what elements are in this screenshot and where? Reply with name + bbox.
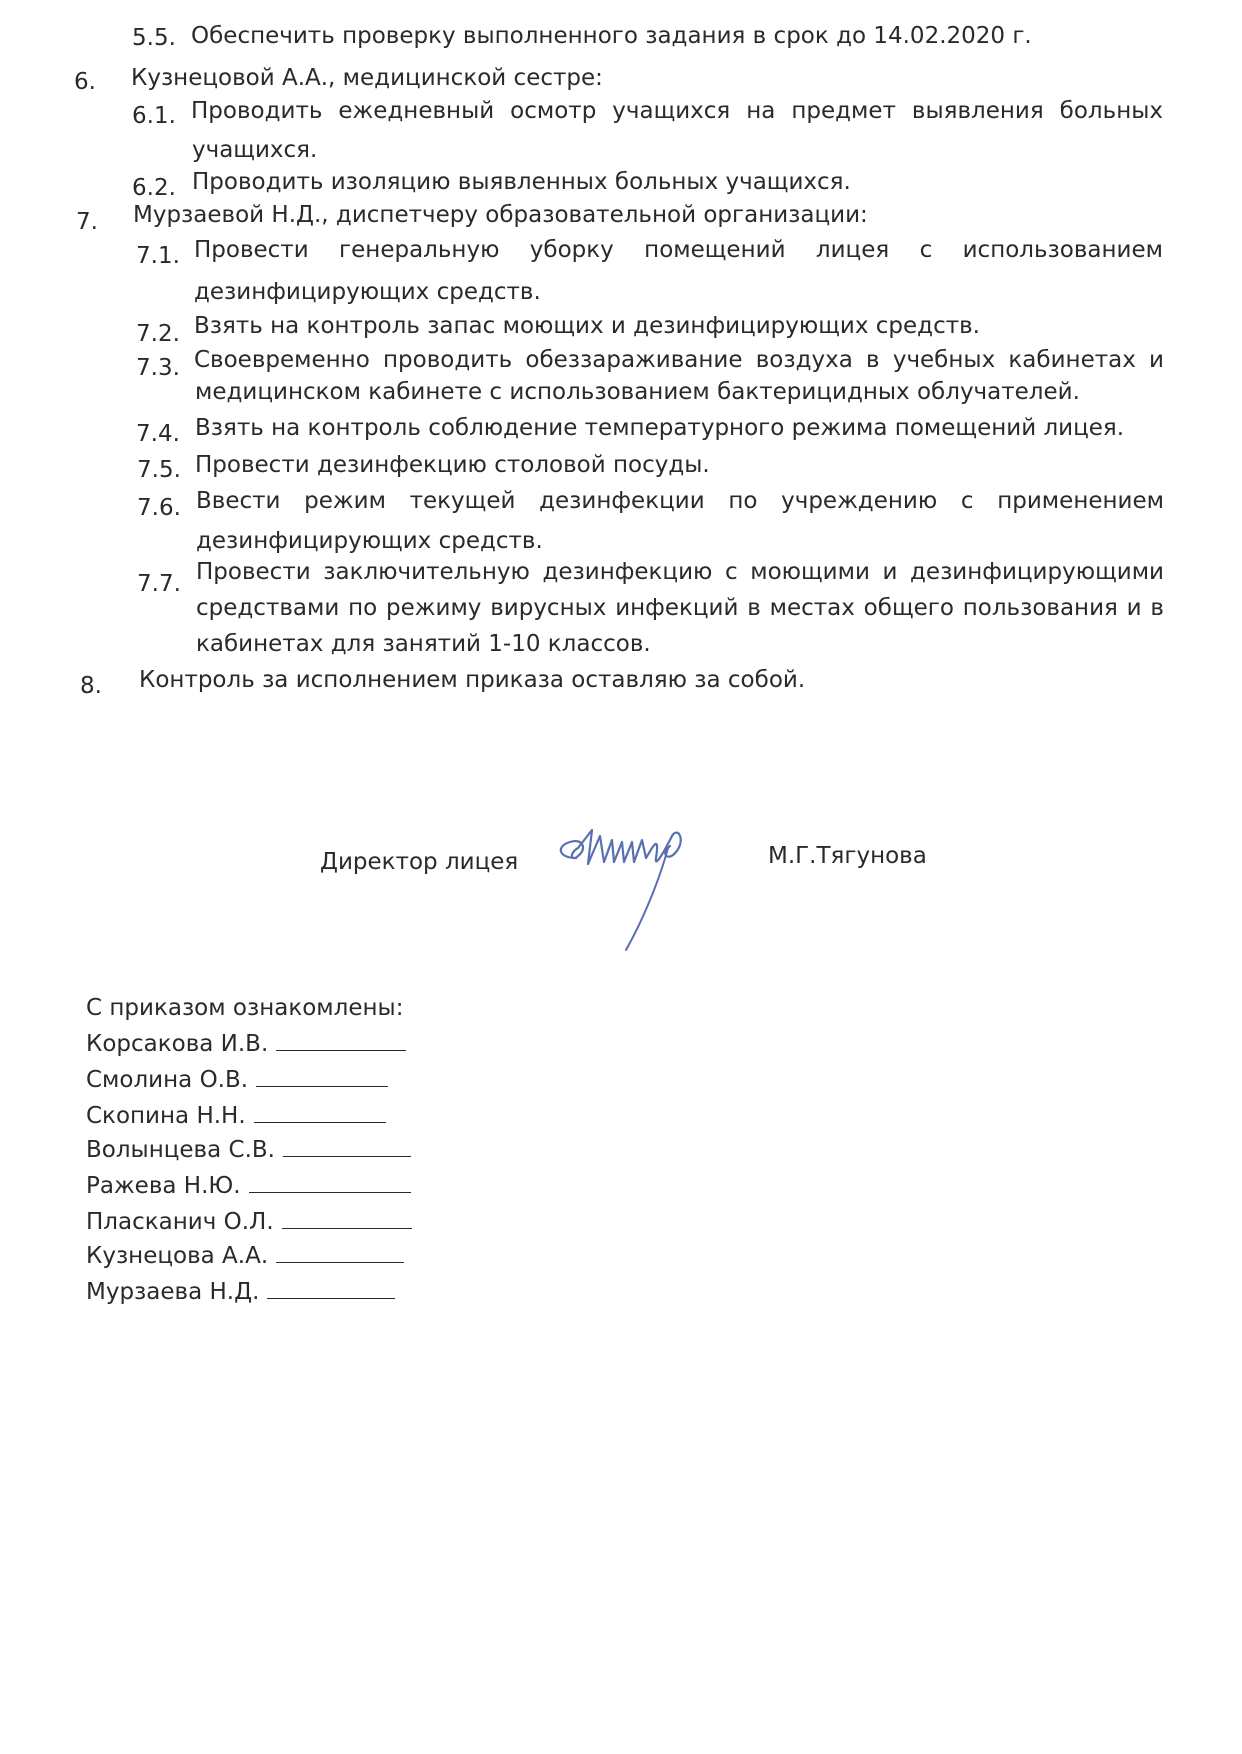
item-text: Провести заключительную дезинфекцию с моющими и дезинфицирующими <box>196 559 1164 585</box>
item-text-cont: кабинетах для занятий 1-10 классов. <box>196 631 651 657</box>
item-text: Обеспечить проверку выполненного задания в срок до 14.02.2020 г. <box>191 23 1032 49</box>
item-number: 8. <box>80 673 102 699</box>
person-name: Корсакова И.В. <box>86 1031 269 1057</box>
acknowledgement-row <box>86 1240 404 1272</box>
item-number: 7.2. <box>136 321 180 347</box>
person-name: Волынцева С.В. <box>86 1137 275 1163</box>
item-text: Проводить изоляцию выявленных больных учащихся. <box>192 169 851 195</box>
acknowledgement-title: С приказом ознакомлены: <box>86 995 404 1021</box>
item-text: Контроль за исполнением приказа оставляю за собой. <box>139 667 806 693</box>
acknowledgement-row <box>86 1276 395 1308</box>
person-name: Смолина О.В. <box>86 1067 249 1093</box>
item-number: 7.4. <box>136 421 180 447</box>
item-number: 7.1. <box>136 243 180 269</box>
item-text: Кузнецовой А.А., медицинской сестре: <box>131 65 603 91</box>
item-text-cont: дезинфицирующих средств. <box>196 528 543 554</box>
signature-line <box>276 1028 406 1051</box>
signature-line <box>249 1170 411 1193</box>
signature-position: Директор лицея <box>320 849 519 875</box>
item-text: Своевременно проводить обеззараживание воздуха в учебных кабинетах и <box>194 347 1164 373</box>
item-number: 6. <box>74 69 96 95</box>
item-number: 6.1. <box>132 103 176 129</box>
person-name: Мурзаева Н.Д. <box>86 1279 260 1305</box>
person-name: Ражева Н.Ю. <box>86 1173 241 1199</box>
item-text: Провести генеральную уборку помещений лицея с использованием <box>194 237 1163 263</box>
item-text: Мурзаевой Н.Д., диспетчеру образовательной организации: <box>133 202 868 228</box>
acknowledgement-row <box>86 1064 388 1096</box>
item-number: 7.6. <box>137 495 181 521</box>
item-number: 7.7. <box>137 571 181 597</box>
signature-line <box>267 1276 395 1299</box>
item-text: Взять на контроль соблюдение температурного режима помещений лицея. <box>195 415 1125 441</box>
signature-name: М.Г.Тягунова <box>768 843 927 869</box>
item-text: Взять на контроль запас моющих и дезинфицирующих средств. <box>194 313 980 339</box>
person-name: Скопина Н.Н. <box>86 1103 246 1129</box>
acknowledgement-row <box>86 1170 411 1202</box>
signature-line <box>276 1240 404 1263</box>
acknowledgement-row <box>86 1028 406 1060</box>
item-text: Ввести режим текущей дезинфекции по учреждению с применением <box>196 488 1164 514</box>
signature-line <box>283 1134 411 1157</box>
item-number: 7.3. <box>136 355 180 381</box>
item-number: 7. <box>76 209 98 235</box>
item-text-cont: дезинфицирующих средств. <box>194 279 541 305</box>
signature-line <box>254 1100 386 1123</box>
acknowledgement-row <box>86 1134 411 1166</box>
person-name: Кузнецова А.А. <box>86 1243 269 1269</box>
item-text-cont: медицинском кабинете с использованием бактерицидных облучателей. <box>195 379 1080 405</box>
item-number: 6.2. <box>132 175 176 201</box>
acknowledgement-row <box>86 1100 386 1132</box>
signature-line <box>256 1064 388 1087</box>
item-text: Проводить ежедневный осмотр учащихся на предмет выявления больных <box>191 98 1163 124</box>
item-number: 5.5. <box>132 25 176 51</box>
signature-line <box>282 1206 412 1229</box>
item-number: 7.5. <box>137 457 181 483</box>
item-text: Провести дезинфекцию столовой посуды. <box>195 452 710 478</box>
acknowledgement-row <box>86 1206 412 1238</box>
handwritten-signature-image <box>548 818 748 958</box>
item-text-cont: учащихся. <box>192 137 318 163</box>
person-name: Пласканич О.Л. <box>86 1209 274 1235</box>
item-text-cont: средствами по режиму вирусных инфекций в местах общего пользования и в <box>196 595 1164 621</box>
